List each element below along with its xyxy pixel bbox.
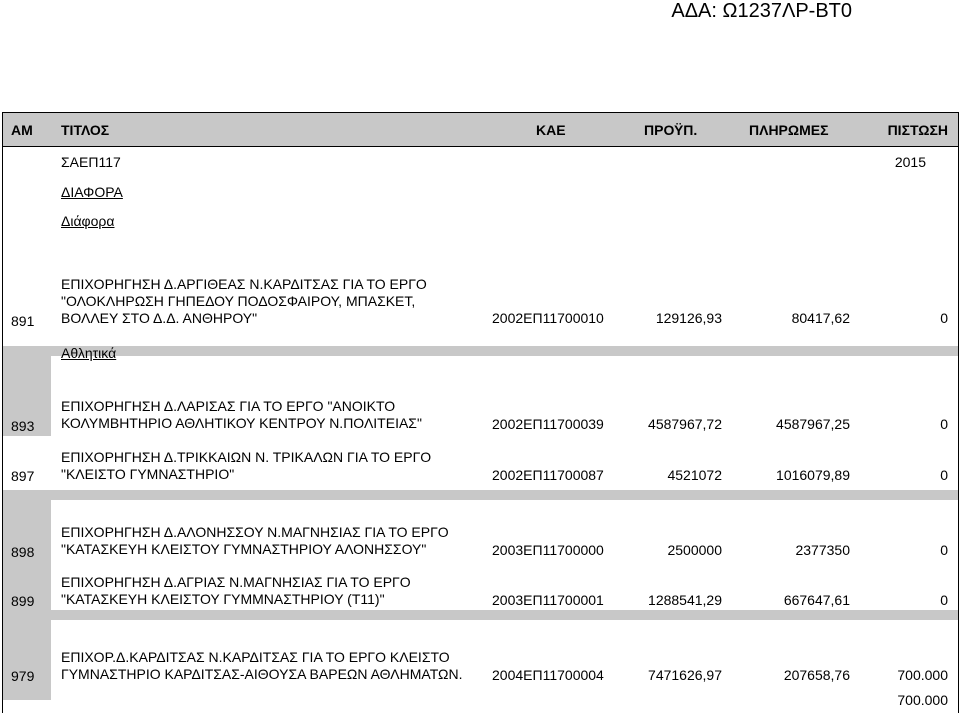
row-proyp: 4587967,72 [648, 416, 722, 432]
header-titlos: ΤΙΤΛΟΣ [61, 122, 110, 138]
total-pistwsh: 700.000 [897, 692, 948, 708]
row-am: 979 [11, 668, 35, 684]
row-am: 898 [11, 544, 35, 560]
row-proyp: 2500000 [667, 542, 722, 558]
row-pistwsh: 0 [940, 542, 948, 558]
row-am: 893 [11, 418, 35, 434]
row-pistwsh: 0 [940, 310, 948, 326]
row-pistwsh: 0 [940, 592, 948, 608]
row-kae: 2003ΕΠ11700001 [492, 592, 604, 608]
row-kae: 2003ΕΠ11700000 [492, 542, 604, 558]
row-proyp: 4521072 [667, 467, 722, 483]
header-plirwmes: ΠΛΗΡΩΜΕΣ [749, 122, 829, 138]
row-kae: 2002ΕΠ11700039 [492, 416, 604, 432]
group-separator [3, 346, 958, 356]
row-pistwsh: 0 [940, 416, 948, 432]
row-kae: 2004ΕΠ11700004 [492, 667, 604, 683]
program-year: 2015 [894, 154, 926, 170]
category-athlitika: Αθλητικά [61, 345, 117, 361]
row-plirwmes: 1016079,89 [776, 467, 850, 483]
row-kae: 2002ΕΠ11700087 [492, 467, 604, 483]
row-proyp: 7471626,97 [648, 667, 722, 683]
row-am: 899 [11, 593, 35, 609]
row-plirwmes: 80417,62 [791, 310, 850, 326]
group-separator [3, 490, 958, 500]
row-plirwmes: 667647,61 [783, 592, 850, 608]
row-title: ΕΠΙΧΟΡ.Δ.ΚΑΡΔΙΤΣΑΣ Ν.ΚΑΡΔΙΤΣΑΣ ΓΙΑ ΤΟ ΕΡΓΟ ΚΛΕΙΣΤΟ ΓΥΜΝΑΣΤΗΡΙΟ ΚΑΡΔΙΤΣΑΣ-ΑΙΘΟΥΣΑ ΒΑΡΕΩΝ ΑΘΛΗΜΑΤΩΝ. [61, 649, 463, 682]
table-header [3, 112, 958, 147]
program-code: ΣΑΕΠ117 [61, 154, 121, 170]
header-pistwsh: ΠΙΣΤΩΣΗ [887, 122, 948, 138]
budget-sheet [2, 112, 959, 713]
ada-code: ΑΔΑ: Ω1237ΛΡ-ΒΤ0 [671, 0, 852, 22]
group-separator [3, 610, 958, 620]
row-title: ΕΠΙΧΟΡΗΓΗΣΗ Δ.ΑΡΓΙΘΕΑΣ Ν.ΚΑΡΔΙΤΣΑΣ ΓΙΑ ΤΟ ΕΡΓΟ "ΟΛΟΚΛΗΡΩΣΗ ΓΗΠΕΔΟΥ ΠΟΔΟΣΦΑΙΡΟΥ, ΜΠΑΣΚΕΤ, ΒΟΛΛΕΥ ΣΤΟ Δ.Δ. ΑΝΘΗΡΟΥ" [61, 276, 427, 326]
row-plirwmes: 2377350 [795, 542, 850, 558]
category-diafora-upper: ΔΙΑΦΟΡΑ [61, 184, 123, 200]
row-pistwsh: 700.000 [897, 667, 948, 683]
row-plirwmes: 207658,76 [783, 667, 850, 683]
row-plirwmes: 4587967,25 [776, 416, 850, 432]
row-kae: 2002ΕΠ11700010 [492, 310, 604, 326]
row-title: ΕΠΙΧΟΡΗΓΗΣΗ Δ.ΤΡΙΚΚΑΙΩΝ Ν. ΤΡΙΚΑΛΩΝ ΓΙΑ ΤΟ ΕΡΓΟ "ΚΛΕΙΣΤΟ ΓΥΜΝΑΣΤΗΡΙΟ" [61, 449, 432, 482]
am-column-shade [3, 500, 51, 550]
header-am: ΑΜ [11, 122, 33, 138]
row-title: ΕΠΙΧΟΡΗΓΗΣΗ Δ.ΛΑΡΙΣΑΣ ΓΙΑ ΤΟ ΕΡΓΟ "ΑΝΟΙΚΤΟ ΚΟΛΥΜΒΗΤΗΡΙΟ ΑΘΛΗΤΙΚΟΥ ΚΕΝΤΡΟΥ Ν.ΠΟΛΙΤΕΙΑΣ" [61, 398, 422, 431]
header-kae: ΚΑΕ [536, 122, 566, 138]
row-proyp: 129126,93 [655, 310, 722, 326]
row-title: ΕΠΙΧΟΡΗΓΗΣΗ Δ.ΑΓΡΙΑΣ Ν.ΜΑΓΝΗΣΙΑΣ ΓΙΑ ΤΟ ΕΡΓΟ "ΚΑΤΑΣΚΕΥΗ ΚΛΕΙΣΤΟΥ ΓΥΜΜΝΑΣΤΗΡΙΟΥ (Τ11)" [61, 574, 411, 607]
category-diafora: Διάφορα [61, 213, 115, 229]
row-am: 891 [11, 313, 35, 329]
am-column-shade [3, 620, 51, 700]
row-title: ΕΠΙΧΟΡΗΓΗΣΗ Δ.ΑΛΟΝΗΣΣΟΥ Ν.ΜΑΓΝΗΣΙΑΣ ΓΙΑ ΤΟ ΕΡΓΟ "ΚΑΤΑΣΚΕΥΗ ΚΛΕΙΣΤΟΥ ΓΥΜΝΑΣΤΗΡΙΟΥ ΑΛΟΝΗΣΣΟΥ" [61, 524, 449, 557]
row-proyp: 1288541,29 [648, 592, 722, 608]
am-column-shade [3, 356, 51, 396]
row-pistwsh: 0 [940, 467, 948, 483]
header-proyp: ΠΡΟΫΠ. [644, 122, 698, 138]
row-am: 897 [11, 468, 35, 484]
